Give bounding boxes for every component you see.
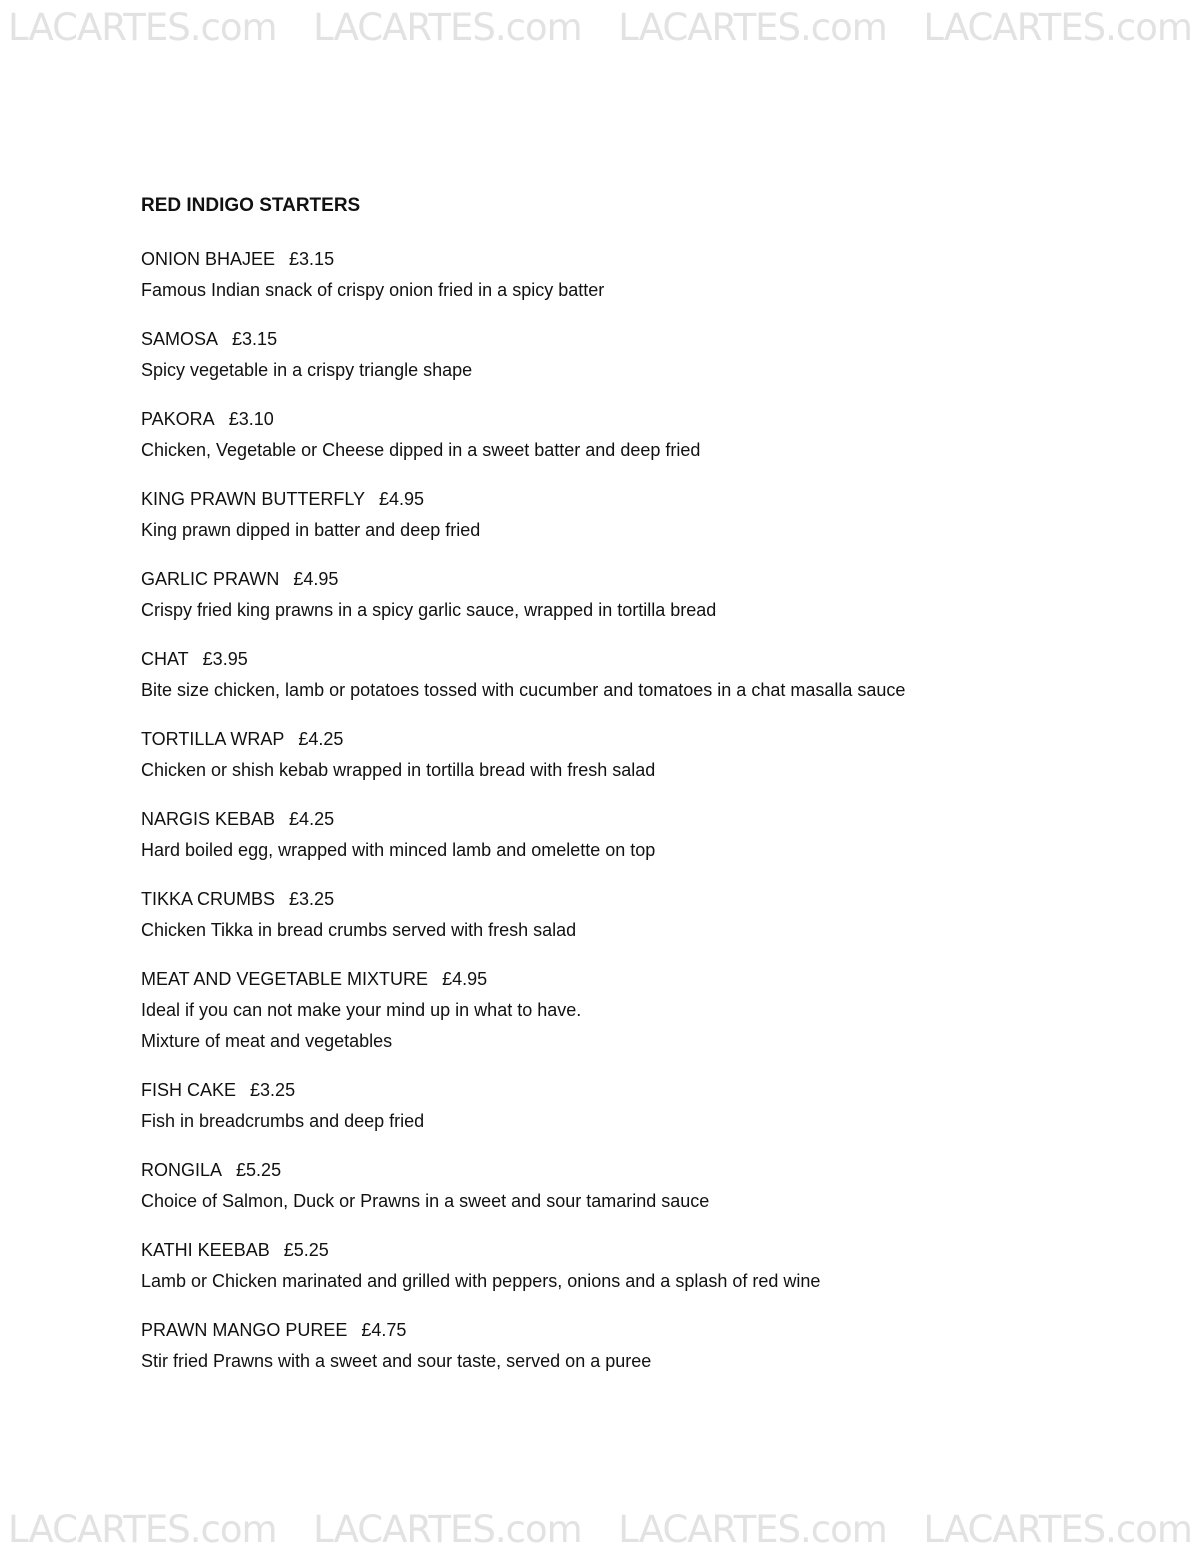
item-name: SAMOSA	[141, 329, 219, 349]
item-name: PRAWN MANGO PUREE	[141, 1320, 348, 1340]
item-name-line	[141, 964, 1141, 995]
item-price: £3.15	[289, 249, 335, 269]
item-name: MEAT AND VEGETABLE MIXTURE	[141, 969, 429, 989]
item-name-line	[141, 1155, 1141, 1186]
item-name: RONGILA	[141, 1160, 223, 1180]
item-description: Fish in breadcrumbs and deep fried	[141, 1111, 425, 1131]
menu-item	[141, 324, 1141, 386]
item-price: £3.95	[202, 649, 248, 669]
item-description: Chicken, Vegetable or Cheese dipped in a sweet batter and deep fried	[141, 440, 701, 460]
item-price: £4.25	[298, 729, 344, 749]
item-name-line	[141, 484, 1141, 515]
menu-item	[141, 724, 1141, 786]
item-name: ONION BHAJEE	[141, 249, 276, 269]
item-name-line	[141, 564, 1141, 595]
item-price: £3.15	[232, 329, 278, 349]
watermark-text: LACARTES.com	[618, 6, 887, 49]
item-price: £3.25	[289, 889, 335, 909]
item-description: Crispy fried king prawns in a spicy garlic sauce, wrapped in tortilla bread	[141, 600, 717, 620]
item-name: GARLIC PRAWN	[141, 569, 280, 589]
item-name-line	[141, 644, 1141, 675]
menu-item	[141, 884, 1141, 946]
item-name: TIKKA CRUMBS	[141, 889, 276, 909]
menu-item	[141, 1315, 1141, 1377]
item-description: Hard boiled egg, wrapped with minced lamb and omelette on top	[141, 840, 656, 860]
item-price: £5.25	[283, 1240, 329, 1260]
item-description: Chicken Tikka in bread crumbs served with fresh salad	[141, 920, 577, 940]
item-name: KATHI KEEBAB	[141, 1240, 270, 1260]
item-name-line	[141, 884, 1141, 915]
item-description: Choice of Salmon, Duck or Prawns in a sweet and sour tamarind sauce	[141, 1191, 710, 1211]
item-price: £4.75	[361, 1320, 407, 1340]
item-description: Chicken or shish kebab wrapped in tortilla bread with fresh salad	[141, 760, 656, 780]
item-name: CHAT	[141, 649, 189, 669]
item-name-line	[141, 404, 1141, 435]
menu-title: RED INDIGO STARTERS	[141, 195, 361, 216]
menu-item	[141, 644, 1141, 706]
item-description: Lamb or Chicken marinated and grilled with peppers, onions and a splash of red wine	[141, 1271, 821, 1291]
item-name: FISH CAKE	[141, 1080, 237, 1100]
menu-page	[141, 193, 1141, 1395]
item-description: Spicy vegetable in a crispy triangle shape	[141, 360, 473, 380]
watermark-top	[0, 6, 1200, 49]
item-price: £3.25	[250, 1080, 296, 1100]
item-description: King prawn dipped in batter and deep fried	[141, 520, 481, 540]
item-description: Bite size chicken, lamb or potatoes tossed with cucumber and tomatoes in a chat masalla sauce	[141, 680, 906, 700]
watermark-bottom	[0, 1508, 1200, 1551]
item-name: PAKORA	[141, 409, 215, 429]
watermark-text: LACARTES.com	[313, 6, 582, 49]
item-price: £5.25	[236, 1160, 282, 1180]
item-name-line	[141, 1315, 1141, 1346]
item-name: NARGIS KEBAB	[141, 809, 276, 829]
item-price: £4.95	[379, 489, 425, 509]
menu-item	[141, 564, 1141, 626]
item-price: £4.25	[289, 809, 335, 829]
item-name-line	[141, 244, 1141, 275]
item-description: Ideal if you can not make your mind up in what to have.	[141, 1000, 582, 1020]
menu-item	[141, 1235, 1141, 1297]
item-price: £3.10	[228, 409, 274, 429]
item-price: £4.95	[293, 569, 339, 589]
item-price: £4.95	[442, 969, 488, 989]
menu-item	[141, 484, 1141, 546]
watermark-text: LACARTES.com	[8, 6, 277, 49]
item-name-line	[141, 804, 1141, 835]
item-name-line	[141, 324, 1141, 355]
menu-item	[141, 1155, 1141, 1217]
menu-items	[141, 244, 1141, 1377]
item-description: Famous Indian snack of crispy onion fried in a spicy batter	[141, 280, 605, 300]
item-name-line	[141, 1075, 1141, 1106]
menu-item	[141, 404, 1141, 466]
item-name: TORTILLA WRAP	[141, 729, 285, 749]
watermark-text: LACARTES.com	[923, 6, 1192, 49]
menu-item	[141, 244, 1141, 306]
item-description: Stir fried Prawns with a sweet and sour taste, served on a puree	[141, 1351, 652, 1371]
item-name: KING PRAWN BUTTERFLY	[141, 489, 366, 509]
item-name-line	[141, 1235, 1141, 1266]
watermark-text: LACARTES.com	[618, 1508, 887, 1551]
menu-item	[141, 964, 1141, 1057]
menu-item	[141, 1075, 1141, 1137]
watermark-text: LACARTES.com	[923, 1508, 1192, 1551]
item-description: Mixture of meat and vegetables	[141, 1031, 393, 1051]
menu-item	[141, 804, 1141, 866]
watermark-text: LACARTES.com	[8, 1508, 277, 1551]
item-name-line	[141, 724, 1141, 755]
watermark-text: LACARTES.com	[313, 1508, 582, 1551]
